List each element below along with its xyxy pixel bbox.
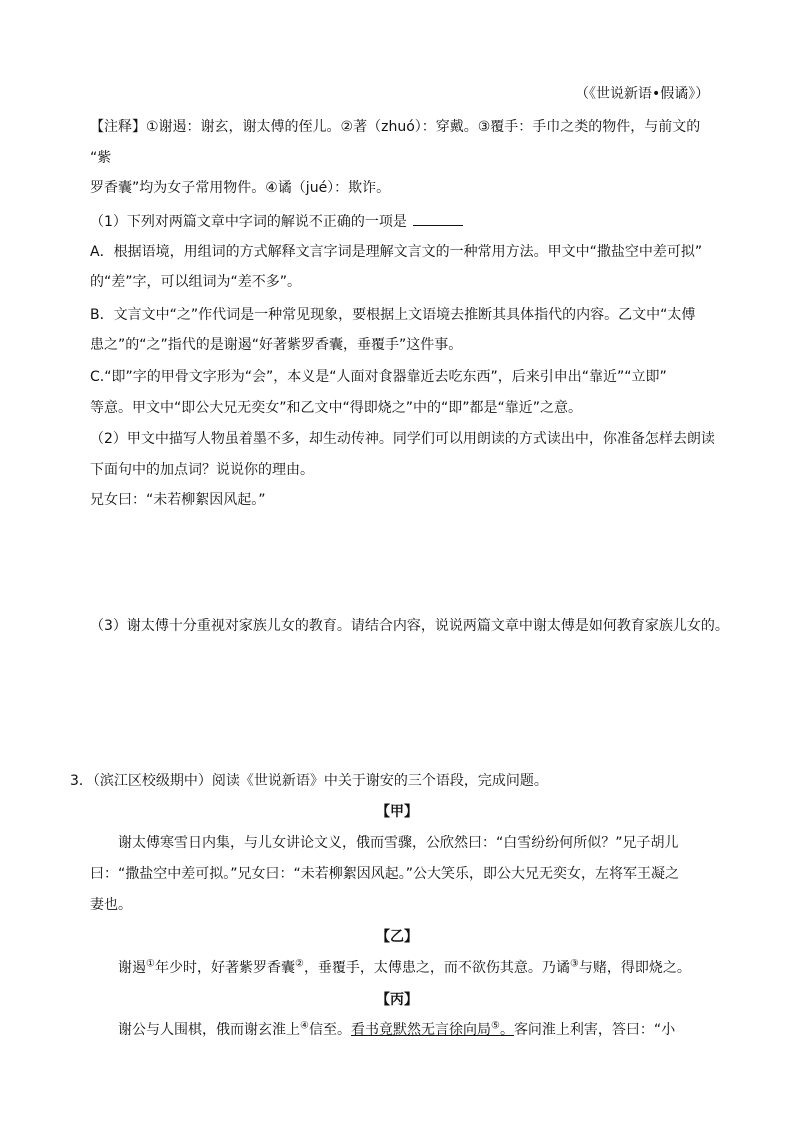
option-b-line-1: B．文言文中“之”作代词是一种常见现象，要根据上文语境去推断其具体指代的内容。乙文中“太傅	[90, 307, 696, 323]
jia-line-1: 谢太傅寒雪日内集，与儿女讲论文义，俄而雪骤，公欣然曰：“白雪纷纷何所似？”兄子胡儿	[118, 835, 679, 851]
jia-line-2: 曰：“撒盐空中差可拟。”兄女曰：“未若柳絮因风起。”公大笑乐，即公大兄无奕女，左将军王凝之	[90, 866, 680, 882]
note-marker-4: ④	[300, 1020, 309, 1032]
question-2-line-1: （2）甲文中描写人物虽着墨不多，却生动传神。同学们可以用朗读的方式读出中，你准备怎样去朗读	[90, 431, 715, 447]
yi-text-b: 年少时，好著紫罗香囊	[154, 960, 295, 976]
note-marker-1: ①	[146, 958, 155, 970]
section-bing-title: 【丙】	[376, 992, 418, 1008]
yi-text-c: ，垂覆手，太傅患之，而不欲伤其意。乃谲	[303, 960, 570, 976]
answer-blank[interactable]	[413, 211, 463, 226]
yi-text-d: 与赌，得即烧之。	[578, 960, 691, 976]
question-1-stem	[90, 211, 463, 231]
question-1-text: （1）下列对两篇文章中字词的解说不正确的一项是	[90, 214, 407, 230]
question-2-quote: 兄女曰：“未若柳絮因风起。”	[90, 492, 266, 508]
bing-text-a: 谢公与人围棋，俄而谢玄淮上	[118, 1022, 300, 1038]
yi-line-1	[118, 958, 691, 978]
notes-line-1: 【注释】①谢遏：谢玄，谢太傅的侄儿。②著（zhuó）：穿戴。③覆手：手巾之类的物件，与前文的	[90, 119, 701, 135]
source-citation: （《世说新语•假谲》）	[575, 86, 710, 102]
bing-text-b: 信至。	[308, 1022, 351, 1038]
note-marker-5: ⑤	[490, 1020, 500, 1032]
option-b-line-2: 患之”的“之”指代的是谢遏“好著紫罗香囊，垂覆手”这件事。	[90, 337, 463, 353]
section-yi-title: 【乙】	[376, 929, 418, 945]
option-a-line-2: 的“差”字，可以组词为“差不多”。	[90, 274, 302, 290]
bing-line-1	[118, 1020, 675, 1040]
notes-line-3: 罗香囊”均为女子常用物件。④谲（jué）：欺诈。	[90, 180, 391, 196]
jia-line-3: 妻也。	[90, 897, 132, 913]
option-c-line-1: C.“即”字的甲骨文字形为“会”，本义是“人面对食器靠近去吃东西”，后来引申出“靠近”“立即”	[90, 369, 667, 385]
option-c-line-2: 等意。甲文中“即公大兄无奕女”和乙文中“得即烧之”中的“即”都是“靠近”之意。	[90, 400, 583, 416]
bing-text-c: 客问淮上利害，答曰：“小	[513, 1022, 676, 1038]
question-3: （3）谢太傅十分重视对家族儿女的教育。请结合内容，说说两篇文章中谢太傅是如何教育家族儿女的。	[90, 618, 729, 634]
underlined-end: 。	[499, 1022, 514, 1038]
underlined-sentence	[351, 1022, 514, 1038]
problem-3-intro: 3．（滨江区校级期中）阅读《世说新语》中关于谢安的三个语段，完成问题。	[70, 773, 548, 789]
notes-line-2: “紫	[90, 150, 112, 166]
question-2-line-2: 下面句中的加点词？说说你的理由。	[90, 462, 314, 478]
note-marker-3: ③	[569, 958, 579, 970]
option-a-line-1: A．根据语境，用组词的方式解释文言字词是理解文言文的一种常用方法。甲文中“撒盐空中差可拟”	[90, 244, 703, 260]
note-marker-2: ②	[294, 958, 304, 970]
yi-text-a: 谢遏	[118, 960, 146, 976]
section-jia-title: 【甲】	[376, 804, 418, 820]
underlined-text: 看书竟默然无言徐向局	[350, 1022, 491, 1038]
